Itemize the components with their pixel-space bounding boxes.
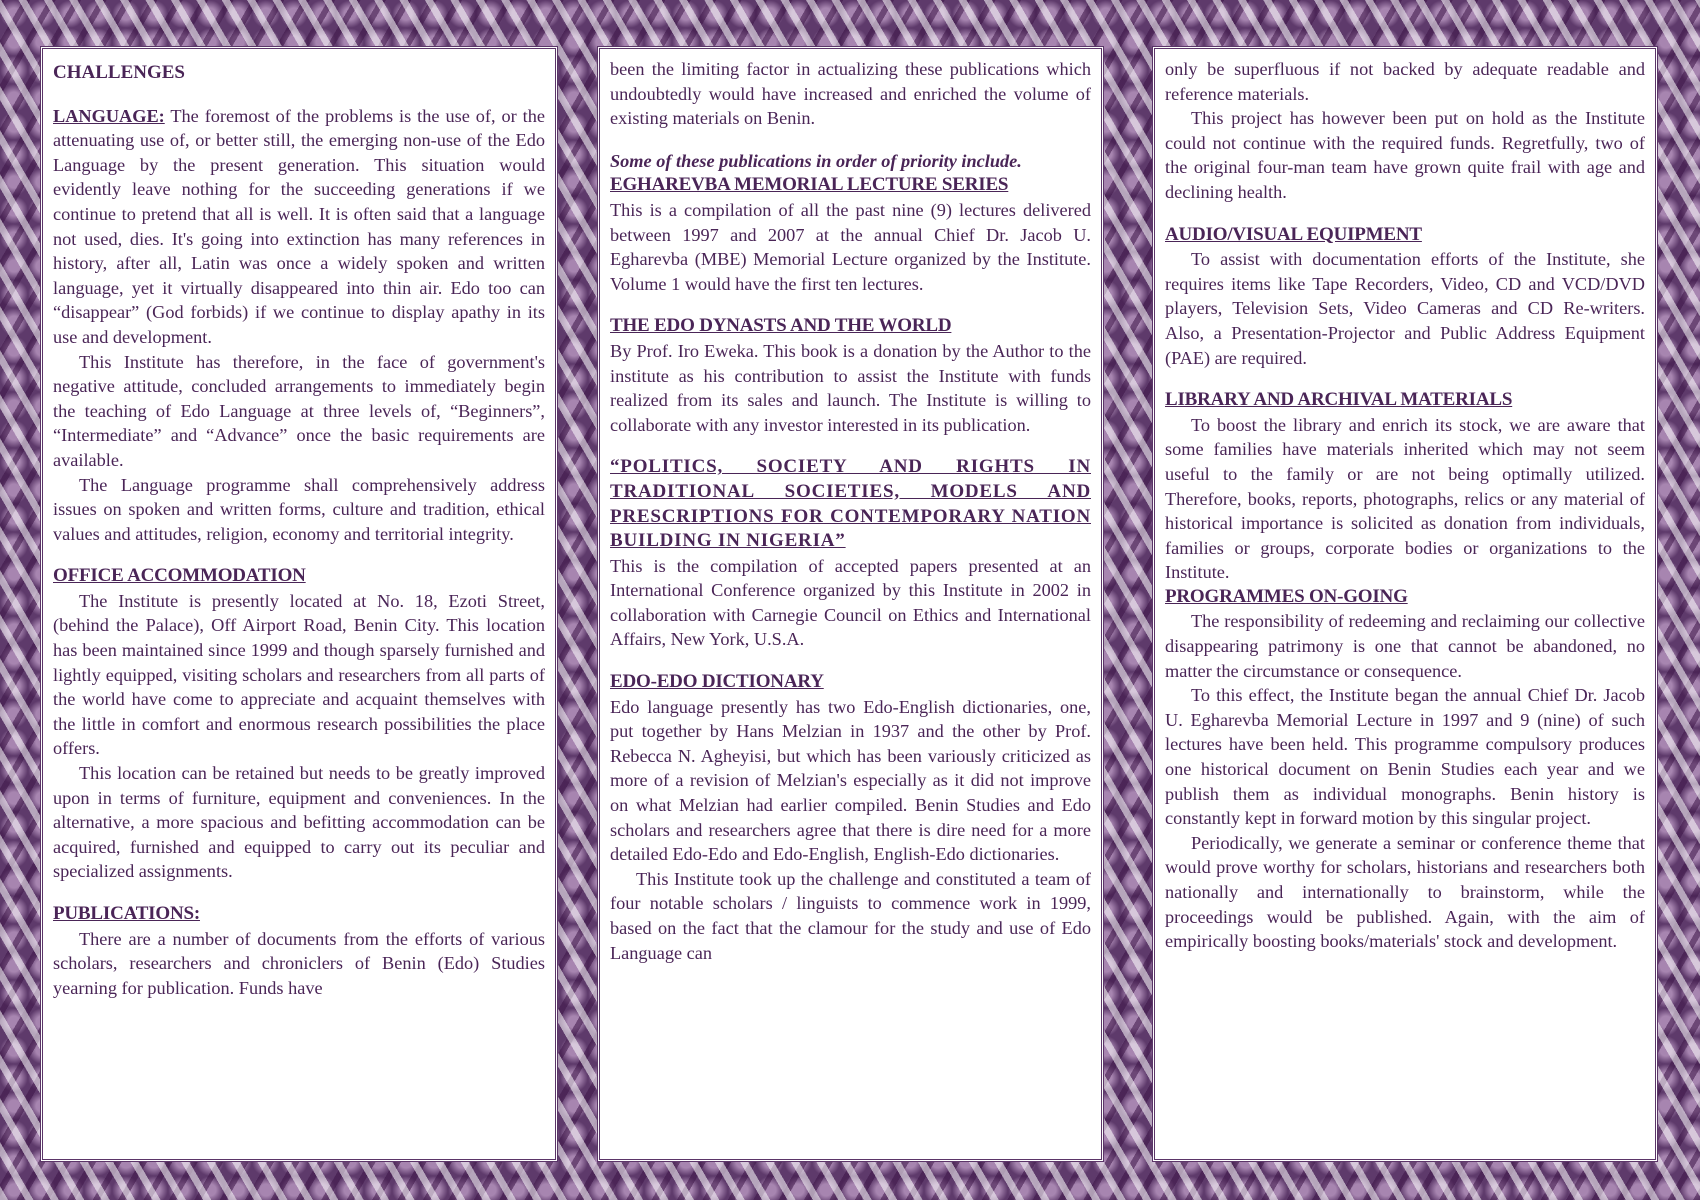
language-paragraph-2: This Institute has therefore, in the face of government's negative attitude, concluded arrangements to immediately begin the teaching of Edo Language at three levels of, “Beginners”, “Intermediate” and “Advance” once the basic requirements are available.	[53, 351, 545, 470]
column-2-panel	[597, 46, 1104, 1162]
edo-dynasts-paragraph: By Prof. Iro Eweka. This book is a donation by the Author to the institute as his contribution to assist the Institute with funds realized from its sales and launch. The Institute is willing to collaborate with any investor interested in its publication.	[610, 340, 1091, 435]
publications-heading: PUBLICATIONS:	[53, 903, 200, 924]
priority-intro: Some of these publications in order of priority include.	[610, 150, 1022, 171]
library-archival-paragraph: To boost the library and enrich its stock, we are aware that some families have materials inherited which may not seem useful to the family or are not being optimally utilized. Therefore, books, reports, photographs, relics or any material of historical importance is solicited as donation from individuals, families or groups, corporate bodies or organizations to the Institute.	[1165, 414, 1645, 583]
office-paragraph-2: This location can be retained but needs to be greatly improved upon in terms of furniture, equipment and conveniences. In the alternative, a more spacious and befitting accommodation can be acquired, furnished and equipped to carry out its peculiar and specialized assignments.	[53, 763, 545, 882]
column-1-panel	[40, 46, 558, 1162]
edo-dictionary-paragraph-2: This Institute took up the challenge and constituted a team of four notable scholars / linguists to commence work in 1999, based on the fact that the clamour for the study and use of Edo Language can	[610, 868, 1091, 963]
publications-continued-paragraph: been the limiting factor in actualizing these publications which undoubtedly would have increased and enriched the volume of existing materials on Benin.	[610, 59, 1091, 129]
language-heading: LANGUAGE:	[53, 105, 165, 126]
office-accommodation-heading: OFFICE ACCOMMODATION	[53, 565, 306, 587]
edo-dynasts-heading: THE EDO DYNASTS AND THE WORLD	[610, 315, 952, 337]
egharevba-paragraph: This is a compilation of all the past nine (9) lectures delivered between 1997 and 2007 at the annual Chief Dr. Jacob U. Egharevba (MBE) Memorial Lecture organized by the Institute. Volume 1 would have the first ten lectures.	[610, 199, 1091, 294]
egharevba-lecture-heading: EGHAREVBA MEMORIAL LECTURE SERIES	[610, 174, 1009, 196]
audio-visual-heading: AUDIO/VISUAL EQUIPMENT	[1165, 223, 1422, 245]
library-archival-heading: LIBRARY AND ARCHIVAL MATERIALS	[1165, 389, 1513, 411]
column-3-panel	[1152, 46, 1658, 1162]
audio-visual-paragraph: To assist with documentation efforts of the Institute, she requires items like Tape Recorders, Video, CD and VCD/DVD players, Television Sets, Video Cameras and CD Re-writers. Also, a Presentation-Projector and Public Address Equipment (PAE) are required.	[1165, 249, 1645, 368]
language-paragraph-1: LANGUAGE: The foremost of the problems is the use of, or the attenuating use of, or better still, the emerging non-use of the Edo Language by the present generation. This situation would evidently leave nothing for the succeeding generations if we continue to pretend that all is well. It is often said that a language not used, dies. It's going into extinction has many references in history, after all, Latin was once a widely spoken and written language, yet it virtually disappeared into thin air. Edo too can “disappear” (God forbids) if we continue to display apathy in its use and development.	[53, 105, 545, 347]
dictionary-continued-paragraph: only be superfluous if not backed by adequate readable and reference materials.	[1165, 59, 1645, 104]
office-paragraph-1: The Institute is presently located at No. 18, Ezoti Street, (behind the Palace), Off Airport Road, Benin City. This location has been maintained since 1999 and though sparsely furnished and lightly equipped, visiting scholars and researchers from all parts of the world have come to appreciate and acquaint themselves with the little in comfort and enormous research possibilities the place offers.	[53, 590, 545, 759]
challenges-title: CHALLENGES	[53, 62, 185, 83]
publications-paragraph-1: There are a number of documents from the efforts of various scholars, researchers and chroniclers of Benin (Edo) Studies yearning for publication. Funds have	[53, 928, 545, 998]
programmes-paragraph-1: The responsibility of redeeming and reclaiming our collective disappearing patrimony is one that cannot be abandoned, no matter the circumstance or consequence.	[1165, 611, 1645, 681]
edo-dictionary-paragraph-1: Edo language presently has two Edo-English dictionaries, one, put together by Hans Melzian in 1937 and the other by Prof. Rebecca N. Agheyisi, but which has been variously criticized as more of a revision of Melzian's especially as it did not improve on what Melzian had earlier compiled. Benin Studies and Edo scholars and researchers agree that there is dire need for a more detailed Edo-Edo and Edo-English, English-Edo dictionaries.	[610, 696, 1091, 865]
programmes-paragraph-3: Periodically, we generate a seminar or conference theme that would prove worthy for scholars, historians and researchers both nationally and internationally to brainstorm, while the proceedings would be published. Again, with the aim of empirically boosting books/materials' stock and development.	[1165, 832, 1645, 952]
programmes-paragraph-2: To this effect, the Institute began the annual Chief Dr. Jacob U. Egharevba Memorial Lecture in 1997 and 9 (nine) of such lectures have been held. This programme compulsory produces one historical document on Benin Studies each year and we publish them as individual monographs. Benin history is constantly kept in forward motion by this singular project.	[1165, 685, 1645, 829]
programmes-ongoing-heading: PROGRAMMES ON-GOING	[1165, 585, 1408, 607]
politics-society-paragraph: This is the compilation of accepted papers presented at an International Conference organized by this Institute in 2002 in collaboration with Carnegie Council on Ethics and International Affairs, New York, U.S.A.	[610, 555, 1091, 650]
politics-society-heading: “POLITICS, SOCIETY AND RIGHTS IN TRADITIONAL SOCIETIES, MODELS AND PRESCRIPTIONS FOR CONTEMPORARY NATION BUILDING IN NIGERIA”	[610, 456, 1091, 552]
language-paragraph-3: The Language programme shall comprehensively address issues on spoken and written forms, culture and tradition, ethical values and attitudes, religion, economy and territorial integrity.	[53, 474, 545, 544]
edo-dictionary-heading: EDO-EDO DICTIONARY	[610, 671, 824, 693]
project-on-hold-paragraph: This project has however been put on hold as the Institute could not continue with the required funds. Regretfully, two of the original four-man team have grown quite frail with age and declining health.	[1165, 108, 1645, 202]
